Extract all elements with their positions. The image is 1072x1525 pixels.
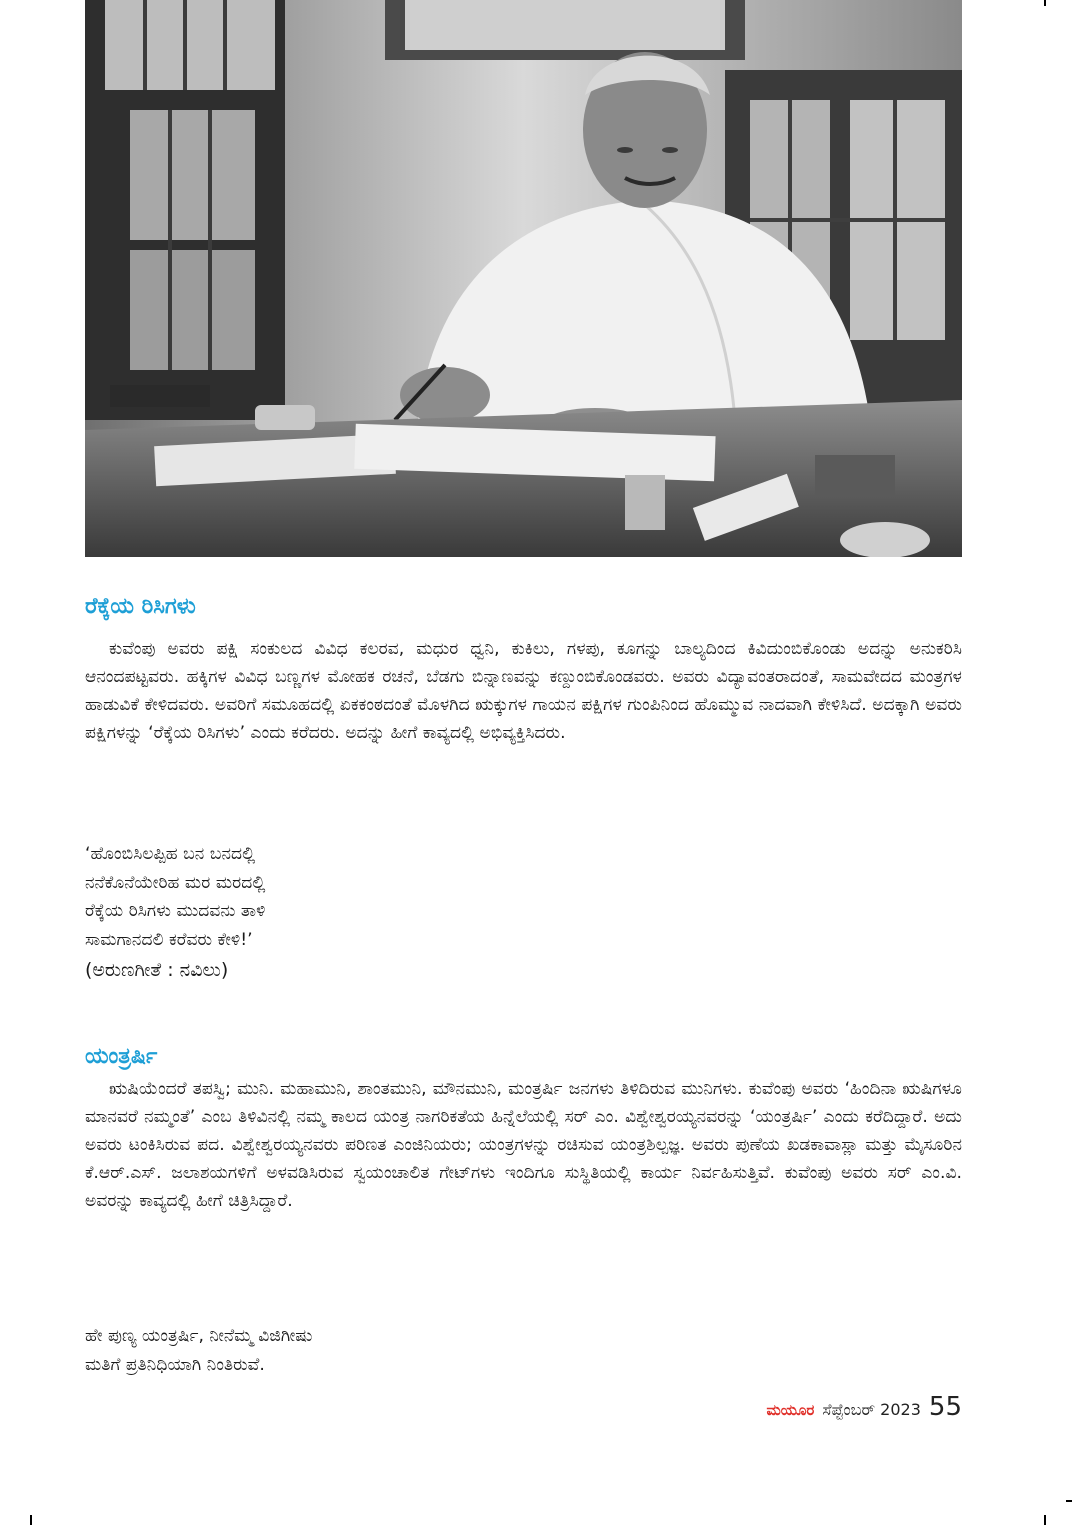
crop-mark [1066, 1500, 1072, 1502]
verse-source: (ಅರುಣಗೀತೆ : ನವಿಲು) [85, 959, 229, 981]
body-paragraph: ಋಷಿಯೆಂದರೆ ತಪಸ್ವಿ; ಮುನಿ. ಮಹಾಮುನಿ, ಶಾಂತಮುನಿ, ಮೌನಮುನಿ, ಮಂತ್ರರ್ಷಿ ಜನಗಳು ತಿಳಿದಿರುವ ಮುನಿಗಳು. ಕುವೆಂಪು ಅವರು ‘ಹಿಂದಿನಾ ಋಷಿಗಳೂ ಮಾನವರೆ ನಮ್ಮಂತೆ’ ಎಂಬ ತಿಳಿವಿನಲ್ಲಿ ನಮ್ಮ ಕಾಲದ ಯಂತ್ರ ನಾಗರಿಕತೆಯ ಹಿನ್ನೆಲೆಯಲ್ಲಿ ಸರ್ ಎಂ. ವಿಶ್ವೇಶ್ವರಯ್ಯನವರನ್ನು ‘ಯಂತ್ರರ್ಷಿ’ ಎಂದು ಕರೆದಿದ್ದಾರೆ. ಅದು ಅವರು ಟಂಕಿಸಿರುವ ಪದ. ವಿಶ್ವೇಶ್ವರಯ್ಯನವರು ಪರಿಣತ ಎಂಜಿನಿಯರು; ಯಂತ್ರಗಳನ್ನು ರಚಿಸುವ ಯಂತ್ರಶಿಲ್ಪಜ್ಞ. ಅವರು ಪುಣೆಯ ಖಡಕಾವಾಸ್ಲಾ ಮತ್ತು ಮೈಸೂರಿನ ಕೆ.ಆರ್.ಎಸ್. ಜಲಾಶಯಗಳಿಗೆ ಅಳವಡಿಸಿರುವ ಸ್ವಯಂಚಾಲಿತ ಗೇಟ್‌ಗಳು ಇಂದಿಗೂ ಸುಸ್ಥಿತಿಯಲ್ಲಿ ಕಾರ್ಯ ನಿರ್ವಹಿಸುತ್ತಿವೆ. ಕುವೆಂಪು ಅವರು ಸರ್ ಎಂ.ವಿ. ಅವರನ್ನು ಕಾವ್ಯದಲ್ಲಿ ಹೀಗೆ ಚಿತ್ರಿಸಿದ್ದಾರೆ. [85, 1079, 962, 1211]
crop-mark [1044, 1515, 1046, 1525]
magazine-name: ಮಯೂರ [766, 1401, 815, 1419]
portrait-photo [85, 0, 962, 557]
verse-line: ‘ಹೊಂಬಿಸಿಲಪ್ಪಿಹ ಬನ ಬನದಲ್ಲಿ [85, 844, 256, 864]
verse-line: ಮತಿಗೆ ಪ್ರತಿನಿಧಿಯಾಗಿ ನಿಂತಿರುವೆ. [85, 1354, 265, 1375]
verse-line: ಸಾಮಗಾನದಲಿ ಕರೆವರು ಕೇಳಿ!’ [85, 929, 253, 950]
section-heading: ಯಂತ್ರರ್ಷಿ [85, 1044, 158, 1069]
portrait-illustration [85, 0, 962, 557]
body-paragraph: ಕುವೆಂಪು ಅವರು ಪಕ್ಷಿ ಸಂಕುಲದ ವಿವಿಧ ಕಲರವ, ಮಧುರ ಧ್ವನಿ, ಕುಕಿಲು, ಗಳಪು, ಕೂಗನ್ನು ಬಾಲ್ಯದಿಂದ ಕಿವಿದುಂಬಿಕೊಂಡು ಅದನ್ನು ಅನುಕರಿಸಿ ಆನಂದಪಟ್ಟವರು. ಹಕ್ಕಿಗಳ ವಿವಿಧ ಬಣ್ಣಗಳ ಮೋಹಕ ರಚನೆ, ಬೆಡಗು ಬಿನ್ನಾಣವನ್ನು ಕಣ್ದುಂಬಿಕೊಂಡವರು. ಅವರು ವಿದ್ಯಾವಂತರಾದಂತೆ, ಸಾಮವೇದದ ಮಂತ್ರಗಳ ಹಾಡುವಿಕೆ ಕೇಳಿದವರು. ಅವರಿಗೆ ಸಮೂಹದಲ್ಲಿ ಏಕಕಂಠದಂತೆ ಮೊಳಗಿದ ಋಕ್ಕುಗಳ ಗಾಯನ ಪಕ್ಷಿಗಳ ಗುಂಪಿನಿಂದ ಹೊಮ್ಮುವ ನಾದವಾಗಿ ಕೇಳಿಸಿದೆ. ಅದಕ್ಕಾಗಿ ಅವರು ಪಕ್ಷಿಗಳನ್ನು ‘ರೆಕ್ಕೆಯ ರಿಸಿಗಳು’ ಎಂದು ಕರೆದರು. ಅದನ್ನು ಹೀಗೆ ಕಾವ್ಯದಲ್ಲಿ ಅಭಿವ್ಯಕ್ತಿಸಿದರು. [85, 639, 963, 743]
section-heading: ರೆಕ್ಕೆಯ ರಿಸಿಗಳು [85, 594, 196, 619]
crop-mark [30, 1515, 32, 1525]
issue-date: ಸೆಪ್ಟೆಂಬರ್ 2023 [822, 1400, 921, 1419]
poem-verse [85, 1322, 962, 1379]
page-number: 55 [928, 1392, 962, 1422]
poem-verse [85, 840, 962, 985]
verse-line: ನನೆಕೊನೆಯೇರಿಹ ಮರ ಮರದಲ್ಲಿ [85, 872, 266, 893]
page-footer [767, 1392, 963, 1422]
verse-line: ಹೇ ಪುಣ್ಯ ಯಂತ್ರರ್ಷಿ, ನೀನೆಮ್ಮ ವಿಜಿಗೀಷು [85, 1326, 313, 1346]
crop-mark [1044, 0, 1046, 6]
verse-line: ರೆಕ್ಕೆಯ ರಿಸಿಗಳು ಮುದವನು ತಾಳಿ [85, 901, 266, 921]
